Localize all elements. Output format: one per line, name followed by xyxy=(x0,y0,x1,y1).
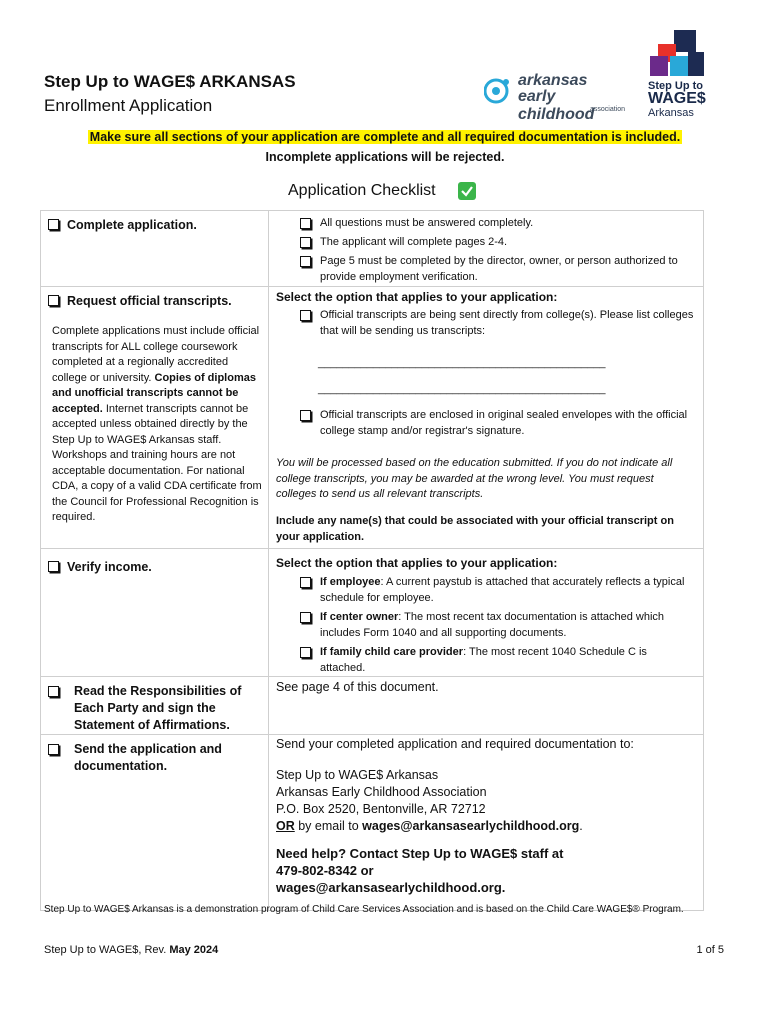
notice-rejection: Incomplete applications will be rejected. xyxy=(265,150,505,164)
checkbox-icon[interactable] xyxy=(48,561,59,572)
checklist-row-verify-income[interactable]: Verify income. xyxy=(48,560,152,574)
option-center-owner[interactable]: If center owner: The most recent tax documentation is attached which includes Form 1040 and all supporting documents. xyxy=(300,610,695,641)
revision: Step Up to WAGE$, Rev. May 2024 xyxy=(44,944,219,956)
transcript-requirements: Complete applications must include official transcripts for ALL college coursework completed at a regionally accredited college or university. Copies of diplomas and unofficial transcripts cannot be accepted. Internet transcripts cannot be accepted unless obtained directly by the Step Up to WAGE$ Arkansas staff. Workshops and training hours are not acceptable documentation. For national CDA, a copy of a valid CDA certificate from the Council for Professional Recognition is required. xyxy=(52,325,262,523)
processing-note: You will be processed based on the education submitted. If you do not indicate all college transcripts, you may be awarded at the wrong level. You must request colleges to send us all relevant transcripts. xyxy=(276,457,673,500)
option-enclosed[interactable]: Official transcripts are enclosed in original sealed envelopes with the official college stamp and/or registrar's signature. xyxy=(300,408,695,439)
list-item: Page 5 must be completed by the director, owner, or person authorized to provide employment verification. xyxy=(300,254,695,285)
help-contact: Need help? Contact Step Up to WAGE$ staff at 479-802-8342 or wages@arkansasearlychildhood.org. xyxy=(276,846,564,895)
aeca-logo-line2: early childhood xyxy=(518,88,595,123)
aeca-logo-line3: association xyxy=(590,106,626,113)
aeca-logo xyxy=(484,72,632,123)
checkbox-icon[interactable] xyxy=(300,310,311,321)
checkbox-icon[interactable] xyxy=(300,577,311,588)
page-title: Step Up to WAGE$ ARKANSAS xyxy=(44,72,296,91)
notice-highlight: Make sure all sections of your application are complete and all required documentation is included. xyxy=(89,130,681,144)
mailing-address: Step Up to WAGE$ Arkansas Arkansas Early Childhood Association P.O. Box 2520, Bentonville, AR 72712 OR by email to wages@arkansasearlychildhood.org. xyxy=(276,768,583,833)
checklist-title: Application Checklist xyxy=(288,182,436,199)
checkbox-icon[interactable] xyxy=(300,256,311,267)
income-option-heading: Select the option that applies to your application: xyxy=(276,556,558,570)
program-note: Step Up to WAGE$ Arkansas is a demonstration program of Child Care Services Association and is based on the Child Care WAGE$® Program. xyxy=(44,904,684,915)
names-note: Include any name(s) that could be associated with your official transcript on your application. xyxy=(276,515,674,543)
checkbox-icon[interactable] xyxy=(48,295,59,306)
page-subtitle: Enrollment Application xyxy=(44,96,213,115)
page-number: 1 of 5 xyxy=(696,944,724,956)
list-item: The applicant will complete pages 2-4. xyxy=(300,235,695,251)
option-employee[interactable]: If employee: A current paystub is attached that accurately reflects a typical schedule for employee. xyxy=(300,575,695,606)
checkbox-icon[interactable] xyxy=(300,237,311,248)
checklist-row-complete-application[interactable]: Complete application. xyxy=(48,218,197,232)
checklist-row-request-transcripts[interactable]: Request official transcripts. xyxy=(48,294,232,308)
aeca-logo-line1: arkansas xyxy=(518,72,588,89)
checkbox-icon[interactable] xyxy=(48,686,59,697)
checkbox-icon[interactable] xyxy=(300,218,311,229)
option-sent-directly[interactable]: Official transcripts are being sent directly from college(s). Please list colleges that will be sending us transcripts: xyxy=(300,308,695,339)
transcript-option-heading: Select the option that applies to your application: xyxy=(276,290,558,304)
checkbox-icon[interactable] xyxy=(48,219,59,230)
email-link[interactable]: wages@arkansasearlychildhood.org xyxy=(362,819,580,833)
send-intro: Send your completed application and required documentation to: xyxy=(276,737,634,751)
wages-logo-line3: Arkansas xyxy=(648,107,694,119)
checkbox-icon[interactable] xyxy=(48,744,59,755)
college-blank-2[interactable]: _______________________________________________ xyxy=(318,383,606,395)
check-icon xyxy=(458,182,476,200)
checklist-row-send[interactable]: Send the application and documentation. xyxy=(48,741,258,775)
wages-logo-line2: WAGE$ xyxy=(648,90,706,107)
list-item: All questions must be answered completely. xyxy=(300,216,695,232)
aeca-logo-icon xyxy=(484,76,512,106)
college-blank-1[interactable]: _______________________________________________ xyxy=(318,357,606,369)
checkbox-icon[interactable] xyxy=(300,612,311,623)
responsibilities-note: See page 4 of this document. xyxy=(276,680,439,694)
checkbox-icon[interactable] xyxy=(300,647,311,658)
wages-logo xyxy=(644,30,734,120)
checklist-row-responsibilities[interactable]: Read the Responsibilities of Each Party and sign the Statement of Affirmations. xyxy=(48,683,258,734)
option-family-provider[interactable]: If family child care provider: The most recent 1040 Schedule C is attached. xyxy=(300,645,695,676)
wages-logo-blocks-icon xyxy=(648,30,708,80)
checkbox-icon[interactable] xyxy=(300,410,311,421)
wages-logo-line1: Step Up to xyxy=(648,80,703,92)
